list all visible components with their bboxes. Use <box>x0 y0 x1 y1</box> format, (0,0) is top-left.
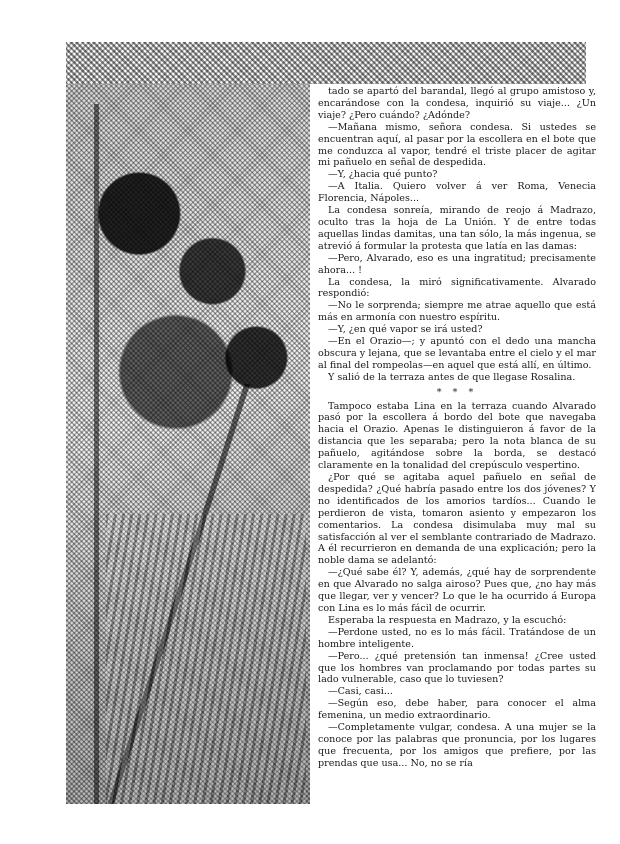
article-paragraph: —No le sorprenda; siempre me atrae aquello que está más en armonía con nuestro espíritu. <box>318 300 596 324</box>
article-paragraph: Esperaba la respuesta en Madrazo, y la escuchó: <box>328 614 567 626</box>
article-paragraph: —¿Qué sabe él? Y, además, ¿qué hay de sorprendente en que Alvarado no salga airoso? Pues que, ¿no hay más que llegar, ver y vencer? Lo que le ha ocurrido á Europa con Lina es lo más fácil de ocurrir. <box>318 567 596 614</box>
article-paragraph: —Según eso, debe haber, para conocer el alma femenina, un medio extraordinario. <box>318 698 596 722</box>
article-paragraph: Tampoco estaba Lina en la terraza cuando Alvarado pasó por la escollera á bordo del bote que navegaba hacia el Orazio. Apenas le distinguieron á favor de la distancia que les separaba; pero la nota blanca de su pañuelo, agitándose sobre la borda, se destacó claramente en la tonalidad del crepúsculo vespertino. <box>318 400 596 472</box>
photo-mast <box>94 104 99 804</box>
article-paragraph: —Perdone usted, no es lo más fácil. Tratándose de un hombre inteligente. <box>318 626 596 650</box>
article-paragraph: —Completamente vulgar, condesa. A una mujer se la conoce por las palabras que pronuncia, por los lugares que frecuenta, por los amigos que prefiere, por las prendas que usa... No, no se ría <box>318 722 596 769</box>
halftone-photograph <box>66 84 310 804</box>
article-paragraph: —Pero... ¿qué pretensión tan inmensa! ¿Cree usted que los hombres van proclamando por todas partes su lado vulnerable, caso que lo tuviesen? <box>318 650 596 686</box>
article-paragraph: —A Italia. Quiero volver á ver Roma, Venecia Florencia, Nápoles... <box>318 181 596 205</box>
article-paragraph: —En el Orazio—; y apuntó con el dedo una mancha obscura y lejana, que se levantaba entre el cielo y el mar al final del rompeolas—en aquel que está allí, en último. <box>318 336 596 371</box>
article-paragraph: —Y, ¿en qué vapor se irá usted? <box>328 324 483 336</box>
article-paragraph: La condesa, la miró significativamente. Alvarado respondió: <box>318 276 596 300</box>
photo-deck <box>106 514 306 804</box>
article-paragraph: ¿Por qué se agitaba aquel pañuelo en señal de despedida? ¿Qué habría pasado entre los dos jóvenes? Y no identificados de los amorios tardíos... Cuando le perdieron de vista, tomaron asiento y empezaron los comentarios. La condesa disimulaba muy mal su satisfacción al ver el semblante contrariado de Madrazo. A él recurrieron en demanda de una explicación; pero la noble dama se adelantó: <box>318 472 596 567</box>
article-paragraph: —Pero, Alvarado, eso es una ingratitud; precisamente ahora... ! <box>318 252 596 276</box>
article-text-column <box>318 86 596 770</box>
article-paragraph: —Y, ¿hacia qué punto? <box>328 169 438 181</box>
article-paragraph: —Casi, casi... <box>328 686 393 698</box>
halftone-header-band <box>66 42 586 84</box>
article-paragraph: Y salió de la terraza antes de que llegase Rosalina. <box>328 371 576 383</box>
section-separator: * * * <box>436 386 478 398</box>
article-paragraph: tado se apartó del barandal, llegó al grupo amistoso y, encarándose con la condesa, inquirió su viaje... ¿Un viaje? ¿Pero cuándo? ¿Adónde? <box>318 86 596 121</box>
article-paragraph: La condesa sonreía, mirando de reojo á Madrazo, oculto tras la hoja de La Unión. Y de entre todas aquellas lindas damitas, una tan sólo, la más ingenua, se atrevió á formular la protesta que latía en las damas: <box>318 205 596 252</box>
article-paragraph: —Mañana mismo, señora condesa. Si ustedes se encuentran aquí, al pasar por la escollera en el bote que me conduzca al vapor, tendré el triste placer de agitar mi pañuelo en señal de despedida. <box>318 121 596 169</box>
